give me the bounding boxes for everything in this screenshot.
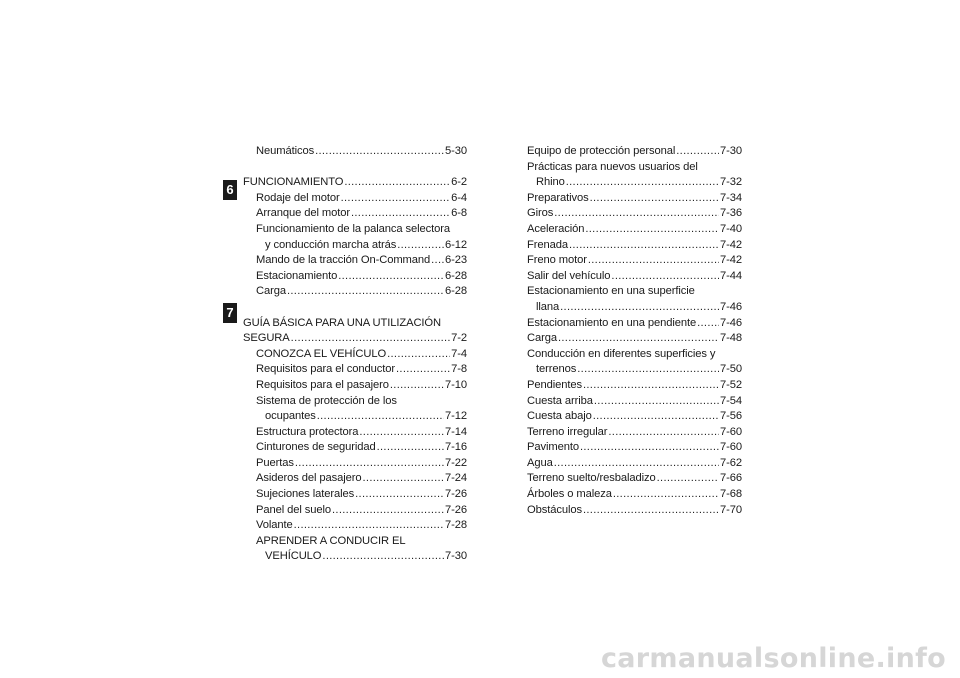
toc-entry-frenada[interactable]: Frenada ..... 7-42 — [527, 238, 742, 254]
toc-entry-conozca[interactable]: CONOZCA EL VEHÍCULO ..... 7-4 — [243, 347, 467, 363]
toc-right-column — [527, 144, 742, 518]
toc-entry-estacionamiento[interactable]: Estacionamiento ..... 6-28 — [243, 269, 467, 285]
toc-entry-terreno-suelto[interactable]: Terreno suelto/resbaladizo ..... 7-66 — [527, 471, 742, 487]
toc-entry-palanca[interactable]: Funcionamiento de la palanca selectora y conducción marcha atrás ..... 6-12 — [243, 222, 467, 253]
toc-entry-pavimento[interactable]: Pavimento ..... 7-60 — [527, 440, 742, 456]
toc-entry-preparativos[interactable]: Preparativos ..... 7-34 — [527, 191, 742, 207]
toc-entry-terreno-irregular[interactable]: Terreno irregular ..... 7-60 — [527, 425, 742, 441]
toc-entry-neumaticos[interactable]: Neumáticos ..... 5-30 — [243, 144, 467, 160]
toc-entry-req-conductor[interactable]: Requisitos para el conductor ..... 7-8 — [243, 362, 467, 378]
toc-entry-giros[interactable]: Giros ..... 7-36 — [527, 206, 742, 222]
chapter-tab-6: 6 — [223, 180, 237, 200]
toc-entry-mando[interactable]: Mando de la tracción On-Command ..... 6-23 — [243, 253, 467, 269]
toc-entry-est-pendiente[interactable]: Estacionamiento en una pendiente ..... 7-46 — [527, 316, 742, 332]
chapter-tab-7: 7 — [223, 303, 237, 323]
toc-entry-puertas[interactable]: Puertas ..... 7-22 — [243, 456, 467, 472]
toc-entry-aceleracion[interactable]: Aceleración ..... 7-40 — [527, 222, 742, 238]
toc-entry-aprender[interactable]: APRENDER A CONDUCIR EL VEHÍCULO ..... 7-30 — [243, 534, 467, 565]
toc-entry-estructura[interactable]: Estructura protectora ..... 7-14 — [243, 425, 467, 441]
watermark: carmanualsonline.info — [600, 643, 946, 674]
toc-entry-arranque[interactable]: Arranque del motor ..... 6-8 — [243, 206, 467, 222]
toc-entry-conduccion[interactable]: Conducción en diferentes superficies y terrenos ..... 7-50 — [527, 347, 742, 378]
toc-entry-volante[interactable]: Volante ..... 7-28 — [243, 518, 467, 534]
toc-entry-sujeciones[interactable]: Sujeciones laterales ..... 7-26 — [243, 487, 467, 503]
toc-entry-sistema[interactable]: Sistema de protección de los ocupantes ..... 7-12 — [243, 394, 467, 425]
toc-entry-est-superficie[interactable]: Estacionamiento en una superficie llana ..... 7-46 — [527, 284, 742, 315]
toc-entry-funcionamiento[interactable]: FUNCIONAMIENTO ..... 6-2 — [243, 175, 467, 191]
toc-entry-agua[interactable]: Agua ..... 7-62 — [527, 456, 742, 472]
toc-entry-arboles[interactable]: Árboles o maleza ..... 7-68 — [527, 487, 742, 503]
toc-entry-equipo[interactable]: Equipo de protección personal ..... 7-30 — [527, 144, 742, 160]
toc-entry-pendientes[interactable]: Pendientes ..... 7-52 — [527, 378, 742, 394]
toc-entry-obstaculos[interactable]: Obstáculos ..... 7-70 — [527, 503, 742, 519]
toc-entry-salir[interactable]: Salir del vehículo ..... 7-44 — [527, 269, 742, 285]
toc-entry-asideros[interactable]: Asideros del pasajero ..... 7-24 — [243, 471, 467, 487]
toc-entry-cinturones[interactable]: Cinturones de seguridad ..... 7-16 — [243, 440, 467, 456]
toc-entry-carga[interactable]: Carga ..... 6-28 — [243, 284, 467, 300]
toc-entry-rodaje[interactable]: Rodaje del motor ..... 6-4 — [243, 191, 467, 207]
toc-entry-cuesta-arriba[interactable]: Cuesta arriba ..... 7-54 — [527, 394, 742, 410]
toc-entry-panel[interactable]: Panel del suelo ..... 7-26 — [243, 503, 467, 519]
toc-entry-req-pasajero[interactable]: Requisitos para el pasajero ..... 7-10 — [243, 378, 467, 394]
toc-entry-carga-r[interactable]: Carga ..... 7-48 — [527, 331, 742, 347]
toc-entry-practicas[interactable]: Prácticas para nuevos usuarios del Rhino ..... 7-32 — [527, 160, 742, 191]
toc-entry-freno-motor[interactable]: Freno motor ..... 7-42 — [527, 253, 742, 269]
toc-entry-cuesta-abajo[interactable]: Cuesta abajo ..... 7-56 — [527, 409, 742, 425]
toc-entry-guia[interactable]: GUÍA BÁSICA PARA UNA UTILIZACIÓN SEGURA ..... 7-2 — [243, 316, 467, 347]
toc-left-column — [243, 144, 467, 565]
